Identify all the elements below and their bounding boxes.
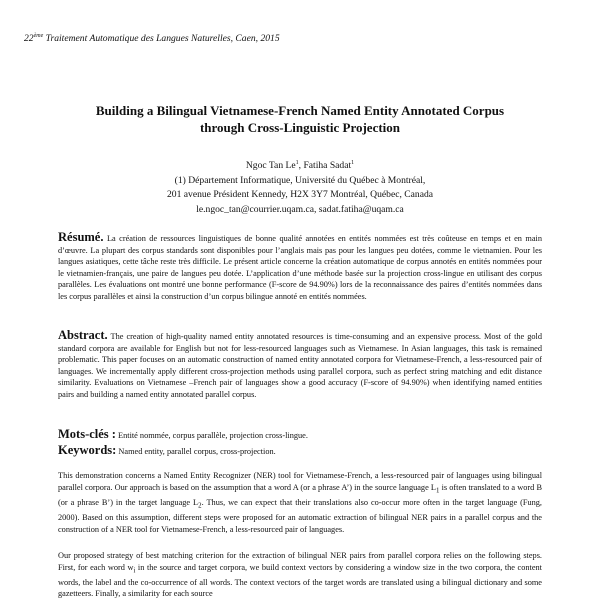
keywords-section bbox=[58, 443, 276, 458]
keywords-text: Named entity, parallel corpus, cross-projection. bbox=[118, 447, 276, 456]
para1-text-b: is often translated to a word B (or a phrase B’) in the target language L bbox=[58, 482, 542, 507]
author-2-mark: 1 bbox=[351, 160, 355, 166]
abstract-section bbox=[58, 330, 542, 401]
para2-text-b: in the source and target corpora, we build context vectors by considering a window size in the two corpora, the content words, the label and the co-occurrence of all words. The context vectors of the target words are translated using a bilingual dictionary and some gazetteers. Finally, a similarity for each source bbox=[58, 562, 542, 599]
resume-text: La création de ressources linguistiques de bonne qualité annotées en entités nommées est très coûteuse en temps et en main d’œuvre. La plupart des corpus standards sont disponibles pour l’anglais mais pas pour les langues peu dotées, comme le vietnamien. Pour les langues asiatiques, cette tâche reste très difficile. Le présent article concerne la création automatique de corpus annotés en entités nommées pour le vietnamien-français, une paire de langues peu dotée. L’application d’une méthode basée sur la projection cross-lingue en utilisant des corpus parallèles. Les évaluations ont montré une bonne performance (F-score de 94.90%) lors de la reconnaissance des paires d’entités nommées dans les corpus parallèles et ainsi la construction d’un corpus bilingue annoté en entités nommées. bbox=[58, 234, 542, 301]
keywords-label: Keywords: bbox=[58, 443, 117, 457]
affiliation: (1) Département Informatique, Université du Québec à Montréal, bbox=[174, 174, 426, 186]
para2-text-a: Our proposed strategy of best matching criterion for the extraction of bilingual NER pairs from parallel corpora relies on the following steps. First, for each word w bbox=[58, 551, 542, 572]
resume-section bbox=[58, 232, 542, 303]
edition-suffix: ème bbox=[33, 33, 44, 39]
author-emails: le.ngoc_tan@courrier.uqam.ca, sadat.fatiha@uqam.ca bbox=[196, 203, 404, 215]
conference-header bbox=[24, 33, 280, 44]
body-paragraph-2 bbox=[58, 550, 542, 600]
para1-sub-2: 2 bbox=[198, 502, 202, 510]
conference-name: Traitement Automatique des Langues Naturelles, Caen, 2015 bbox=[45, 33, 280, 45]
abstract-label: Abstract. bbox=[58, 328, 108, 342]
abstract-text: The creation of high-quality named entity annotated resources is time-consuming and an expensive process. Most of the gold standard corpora are available for English but not for less-resourced languages such as Vietnamese. In Asian languages, this task is remained problematic. This paper focuses on an automatic construction of named entity annotated corpora for Vietnamese-French, a less-resourced pair of languages. We incrementally apply different cross-projection methods using parallel corpora, such as perfect string matching and edit distance similarity. Evaluations on Vietnamese –French pair of languages show a good accuracy (F-score of 94.90%) when identifying named entities pairs and building a named entity annotated parallel corpus. bbox=[58, 332, 542, 399]
edition-number: 22 bbox=[24, 33, 34, 45]
author-1: Ngoc Tan Le bbox=[245, 160, 296, 172]
author-block bbox=[40, 156, 560, 217]
motscles-label: Mots-clés : bbox=[58, 427, 116, 441]
address: 201 avenue Président Kennedy, H2X 3Y7 Montréal, Québec, Canada bbox=[166, 189, 434, 201]
motscles-text: Entité nommée, corpus parallèle, projection cross-lingue. bbox=[118, 431, 308, 440]
author-1-mark: 1 bbox=[295, 160, 299, 166]
author-separator: , bbox=[298, 160, 304, 172]
title-line-1: Building a Bilingual Vietnamese-French Named Entity Annotated Corpus bbox=[95, 103, 505, 118]
title-line-2: through Cross-Linguistic Projection bbox=[199, 120, 401, 135]
paper-title bbox=[40, 102, 560, 136]
para1-text-a: This demonstration concerns a Named Entity Recognizer (NER) tool for Vietnamese-French, a less-resourced pair of languages using bilingual parallel corpora. Our approach is based on the assumption that a word A (or a phrase A’) in the source language L bbox=[58, 471, 542, 492]
resume-label: Résumé. bbox=[58, 230, 104, 244]
para1-text-c: . Thus, we can expect that their translations also co-occur more often in the target language (Fung, 2000). Based on this assumption, different steps were proposed for an automatic extraction of bilingual NER pairs in a parallel corpus and the construction of a NER tool for Vietnamese-French, a less-resourced pair of languages. bbox=[58, 497, 542, 534]
body-paragraph-1 bbox=[58, 470, 542, 535]
para1-sub-1: 1 bbox=[435, 487, 440, 495]
author-names bbox=[40, 156, 560, 174]
motscles-section bbox=[58, 427, 308, 442]
author-2: Fatiha Sadat bbox=[303, 160, 352, 172]
para2-sub-1: i bbox=[133, 567, 136, 575]
